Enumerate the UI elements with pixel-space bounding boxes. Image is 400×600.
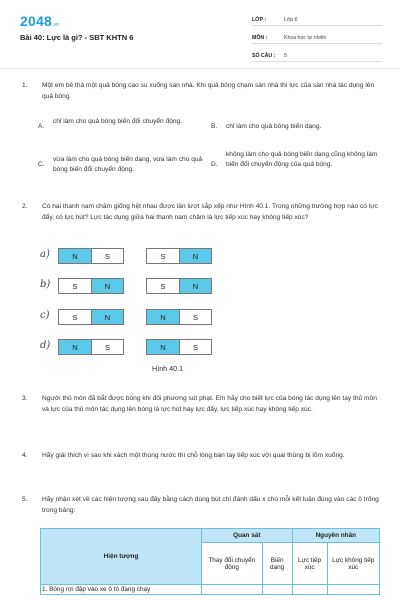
- pole: S: [179, 310, 211, 324]
- logo-text: 2048: [20, 13, 52, 29]
- question-number: 1.: [22, 82, 28, 89]
- table-cell[interactable]: [292, 585, 327, 595]
- question-text: Một em bé thả một quả bóng cao su xuống sàn nhà. Khi quả bóng chạm sàn nhà thì lực của sàn nhà tác dụng lên quả bóng: [42, 82, 375, 100]
- magnet-right: [146, 339, 212, 355]
- logo-suffix: .vn: [51, 22, 60, 28]
- table-row-1-label: 1. Bóng rơi đập vào xe ô tô đang chạy: [41, 585, 202, 595]
- meta-key: SỐ CÂU :: [252, 53, 276, 59]
- meta-key: LỚP :: [252, 17, 267, 23]
- pole: N: [91, 310, 123, 324]
- pole: S: [72, 312, 78, 322]
- meta-value: 5: [284, 53, 287, 59]
- pole: S: [160, 281, 166, 291]
- meta-info: [252, 13, 382, 67]
- pole: S: [91, 340, 123, 354]
- header-divider: [0, 68, 400, 69]
- col-group-observe: Quan sát: [202, 529, 293, 543]
- row-label: b): [40, 279, 51, 290]
- page-title: Bài 40: Lực là gì? - SBT KHTN 6: [20, 33, 134, 42]
- magnet-left: [58, 248, 124, 264]
- table-cell[interactable]: [262, 585, 292, 595]
- figure-caption: Hình 40.1: [152, 364, 184, 373]
- pole: S: [91, 249, 123, 263]
- col-contact-force: Lực tiếp xúc: [292, 543, 327, 585]
- pole: N: [179, 249, 211, 263]
- site-logo[interactable]: [20, 13, 59, 29]
- row-label: c): [40, 310, 50, 321]
- question-text: Hãy nhận xét về các hiện tượng sau đây bằng cách dùng bút chì đánh dấu x cho mỗi kết luận đúng vào các ô trống trong bảng:: [42, 496, 379, 514]
- option-letter: B.: [211, 123, 218, 130]
- option-letter: C.: [38, 161, 45, 168]
- pole: N: [147, 310, 179, 324]
- magnet-right: [146, 278, 212, 294]
- row-label: a): [40, 249, 50, 260]
- meta-row-grade: [252, 13, 382, 26]
- pole: S: [179, 340, 211, 354]
- meta-value: Lớp 6: [284, 17, 298, 23]
- row-label: d): [40, 340, 51, 351]
- option-text: chỉ làm cho quả bóng biến đổi chuyển động.: [53, 118, 183, 125]
- question-text: Hãy giải thích vì sao khi xách một thùng nước thì chỗ lòng bàn tay tiếp xúc với quai thùng bị lõm xuống.: [42, 452, 345, 459]
- magnet-left: [58, 309, 124, 325]
- option-text: không làm cho quả bóng biến dạng cũng không làm biến đổi chuyển động của quả bóng.: [226, 151, 378, 168]
- option-letter: A.: [38, 123, 45, 130]
- pole: N: [59, 249, 91, 263]
- pole: N: [147, 340, 179, 354]
- meta-key: MÔN :: [252, 35, 268, 41]
- meta-value: Khoa học tự nhiên: [284, 35, 327, 41]
- pole: S: [160, 251, 166, 261]
- page-header: [0, 0, 400, 62]
- magnet-right: [146, 248, 212, 264]
- pole: N: [91, 279, 123, 293]
- meta-row-subject: [252, 31, 382, 44]
- option-text: chỉ làm cho quả bóng biến dạng.: [226, 123, 322, 130]
- pole: S: [72, 281, 78, 291]
- col-deformation: Biến dạng: [262, 543, 292, 585]
- magnet-left: [58, 278, 124, 294]
- option-letter: D.: [211, 161, 218, 168]
- question-text: Người thủ môn đã bắt được bóng khi đối phương sút phạt. Em hãy cho biết lực của bóng tác dụng lên tay thủ môn và lực của thủ môn tác dụng lên bóng là lực hút hay lực đẩy, lực tiếp xúc hay không tiếp xúc.: [42, 395, 377, 413]
- table-cell[interactable]: [202, 585, 263, 595]
- question-number: 3.: [22, 395, 28, 402]
- option-text: vừa làm cho quả bóng biến dạng, vừa làm cho quả bóng biến đổi chuyển động.: [53, 156, 203, 173]
- magnet-right: [146, 309, 212, 325]
- phenomenon-table: [40, 528, 380, 595]
- pole: N: [179, 279, 211, 293]
- question-number: 2.: [22, 203, 28, 210]
- col-motion-change: Thay đổi chuyển động: [202, 543, 263, 585]
- question-number: 5.: [22, 496, 28, 503]
- question-number: 4.: [22, 452, 28, 459]
- question-text: Có hai thanh nam châm giống hệt nhau được lần lượt sắp xếp như Hình 40.1. Trong những trường hợp nào có lực đẩy, có lực hút? Lực tác dụng giữa hai thanh nam châm là lực tiếp xúc hay không tiếp xúc?: [42, 203, 378, 221]
- magnet-left: [58, 339, 124, 355]
- table-cell[interactable]: [327, 585, 380, 595]
- col-group-cause: Nguyên nhân: [292, 529, 379, 543]
- meta-row-count: [252, 49, 382, 62]
- pole: N: [59, 340, 91, 354]
- col-phenomenon: Hiện tượng: [41, 529, 202, 585]
- col-noncontact-force: Lực không tiếp xúc: [327, 543, 380, 585]
